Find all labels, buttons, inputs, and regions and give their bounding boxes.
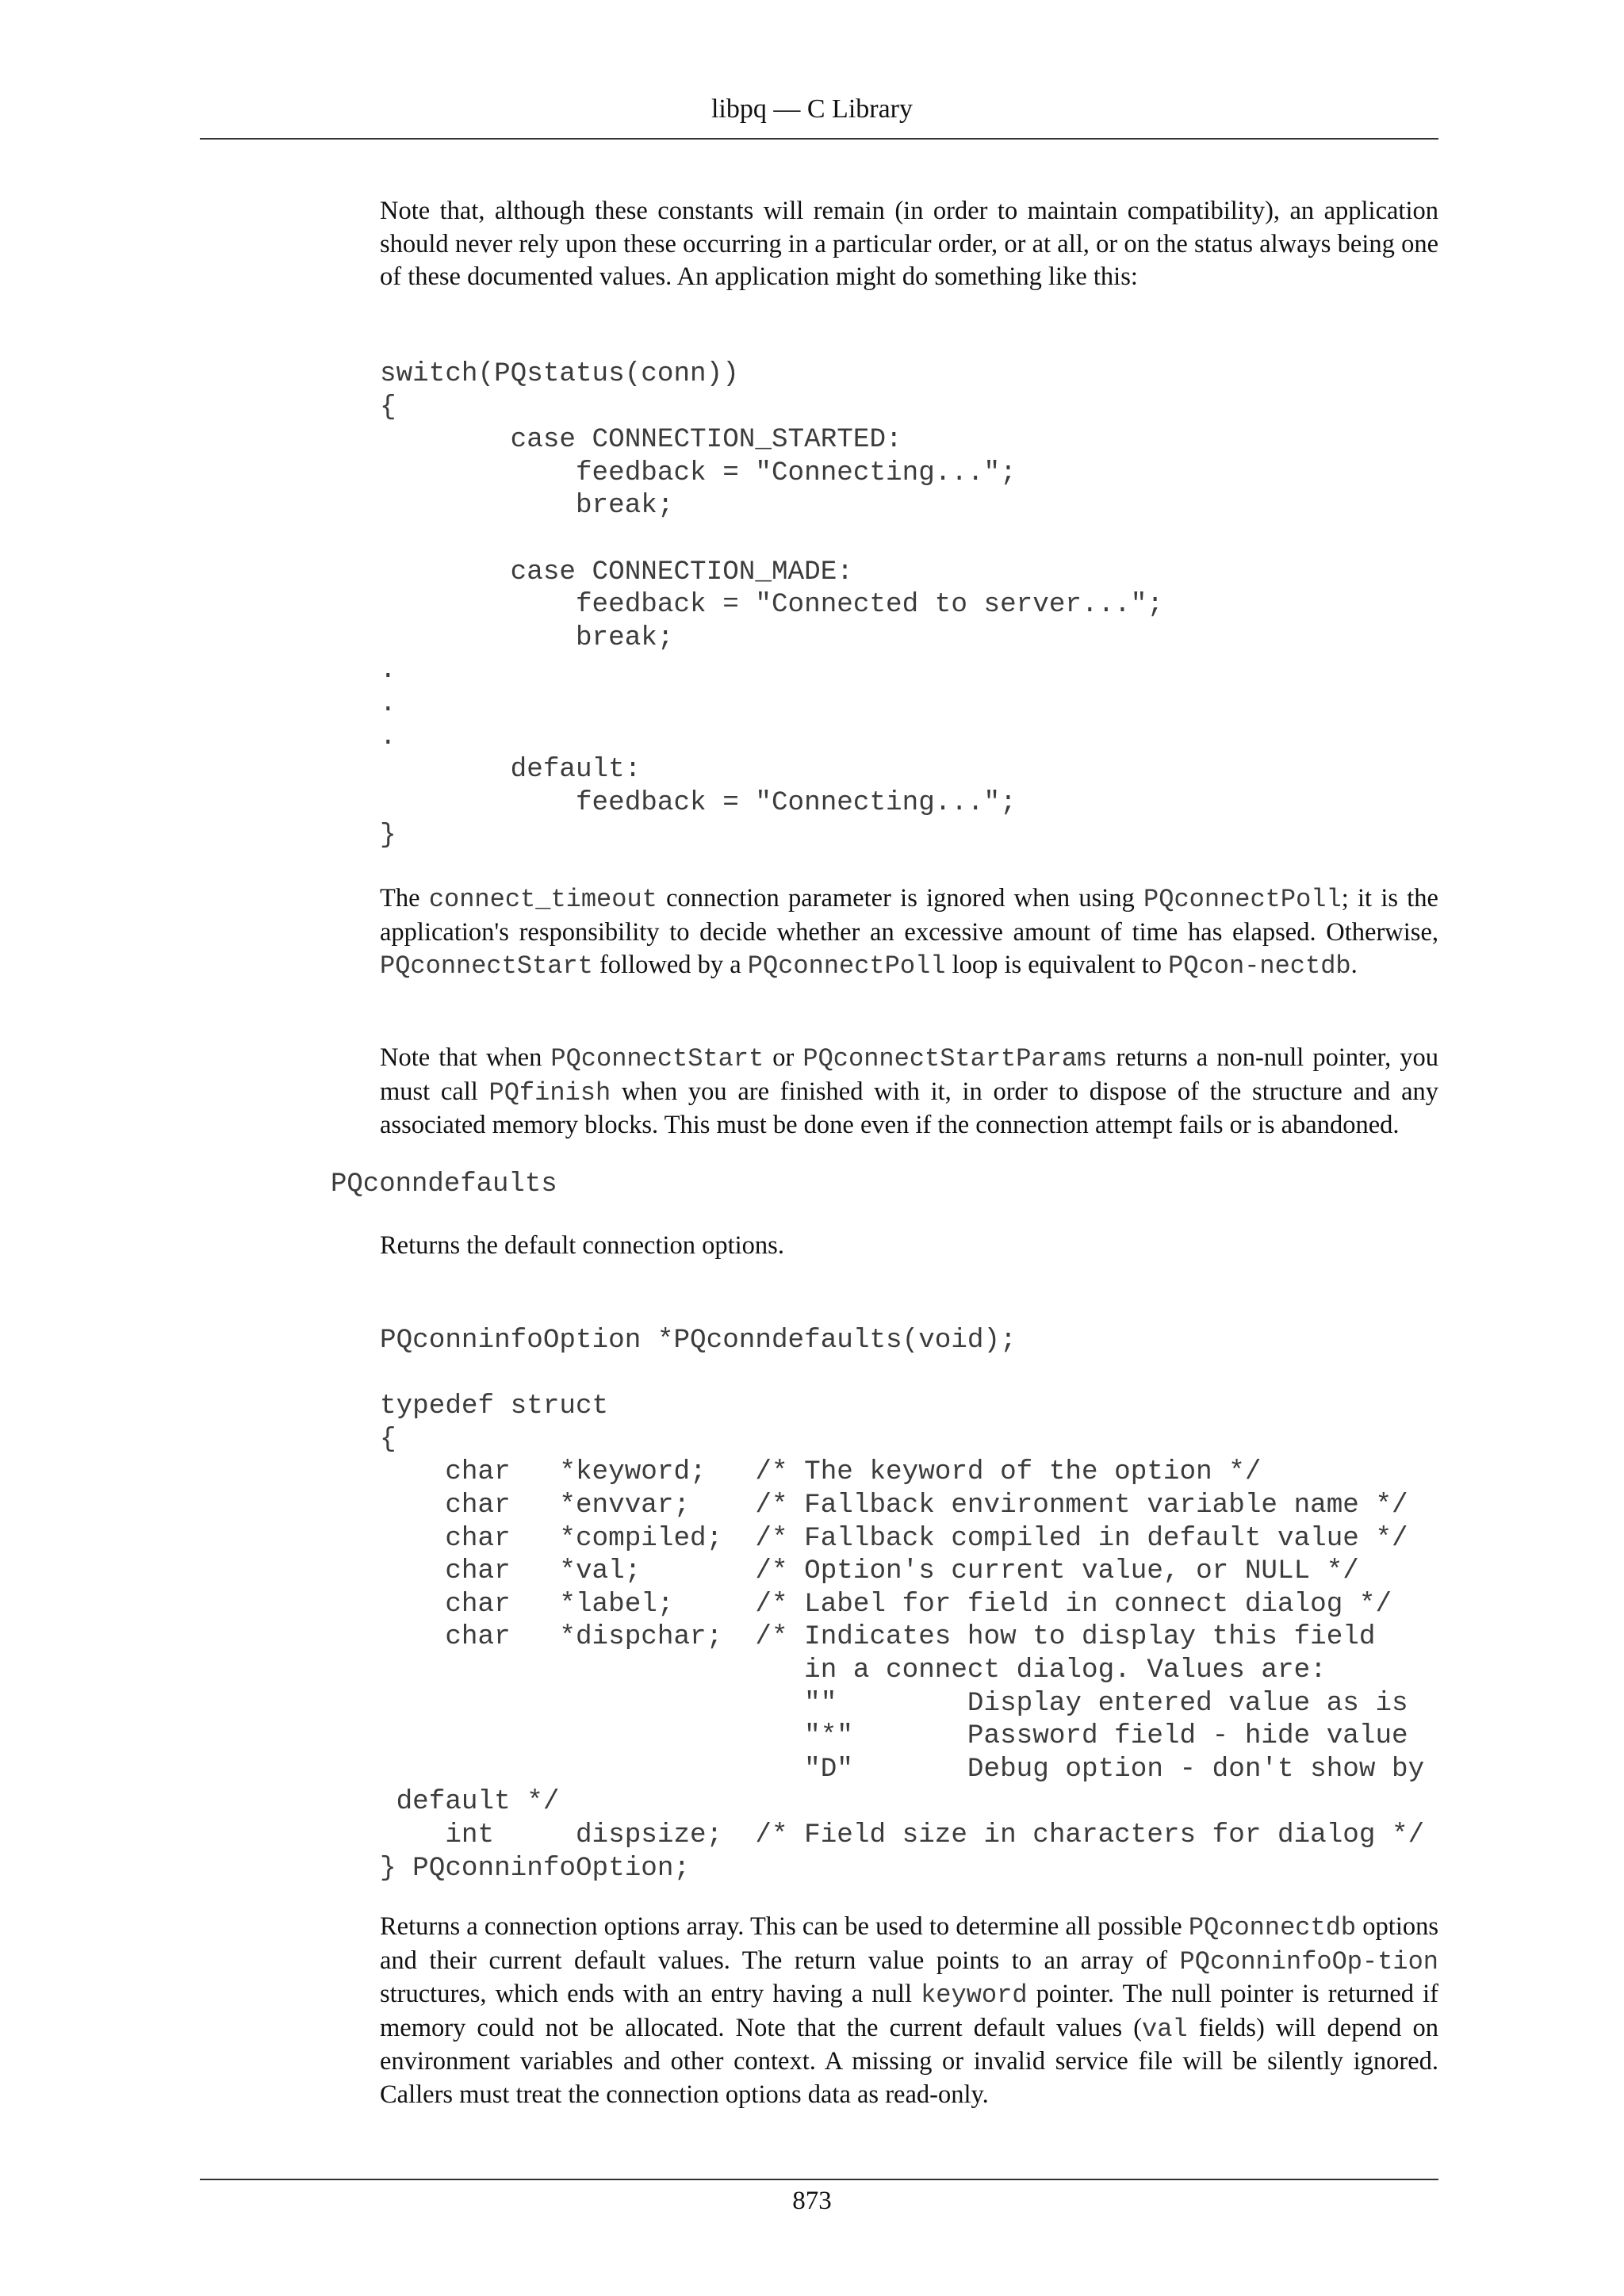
inline-code: PQconnectStart xyxy=(380,951,593,981)
text-span: loop is equivalent to xyxy=(945,951,1169,979)
inline-code: val xyxy=(1142,2014,1188,2044)
text-span: connection parameter is ignored when using xyxy=(657,884,1144,913)
footer-rule xyxy=(200,2179,1438,2180)
text-span: . xyxy=(1350,951,1358,979)
text-span: pointer. The null pointer is returned if memory could not be allocated. Note that the current default values ( xyxy=(380,1980,1438,2042)
function-name-heading: PQconndefaults xyxy=(331,1169,557,1200)
running-header: libpq — C Library xyxy=(710,94,914,124)
text-span: options and their current default values. The return value points to an array of xyxy=(380,1912,1438,1975)
text-span: The xyxy=(380,884,429,913)
struct-code-example: PQconninfoOption *PQconndefaults(void); typedef struct { char *keyword; /* The keyword of the option */ char *envvar; /* Fallback environment variable name */ char *compiled; /* Fallback compiled in default value */ char *val; /* Option's current value, or NULL */ char *label; /* Label for field in connect dialog */ char *dispchar; /* Indicates how to display this field in a connect dialog. Values are: "" Display entered value as is "*" Password field - hide value "D" Debug option - don't show by default */ int dispsize; /* Field size in characters for dialog */ } PQconninfoOption; xyxy=(380,1325,1425,1884)
text-span: when you are finished with it, in order to dispose of the structure and any associated memory blocks. This must be done even if the connection attempt fails or is abandoned. xyxy=(380,1077,1438,1139)
inline-code: PQconnectdb xyxy=(1188,1913,1357,1942)
inline-code: PQconnectPoll xyxy=(747,951,946,981)
inline-code: connect_timeout xyxy=(428,885,657,914)
text-span: ; it is the application's responsibility to decide whether an excessive amount of time has elapsed. Otherwise, xyxy=(380,884,1438,947)
timeout-paragraph xyxy=(380,882,1438,983)
text-span: Returns a connection options array. This can be used to determine all possible xyxy=(380,1912,1189,1941)
inline-code: PQconnectPoll xyxy=(1143,885,1342,914)
header-rule xyxy=(200,138,1438,140)
text-span: returns a non-null pointer, you must call xyxy=(380,1043,1439,1106)
text-span: or xyxy=(764,1043,803,1072)
switch-code-example: switch(PQstatus(conn)) { case CONNECTION_STARTED: feedback = "Connecting..."; break; case CONNECTION_MADE: feedback = "Connected to server..."; break; . . . default: feedback = "Connecting..."; } xyxy=(380,358,1163,851)
text-span: followed by a xyxy=(592,951,748,979)
inline-code: keyword xyxy=(921,1980,1028,2010)
inline-code: PQcon-nectdb xyxy=(1168,951,1351,981)
returns-paragraph xyxy=(380,1911,1438,2111)
inline-code: PQconninfoOp-tion xyxy=(1179,1946,1438,1976)
text-span: structures, which ends with an entry having a null xyxy=(380,1980,921,2008)
intro-note-paragraph: Note that, although these constants will remain (in order to maintain compatibility), an application should never rely upon these occurring in a particular order, or at all, or on the status always being one of these documented values. An application might do something like this: xyxy=(380,197,1438,291)
finish-paragraph xyxy=(380,1042,1438,1142)
inline-code: PQfinish xyxy=(488,1077,611,1108)
page-number: 873 xyxy=(792,2187,832,2215)
text-span: Note that when xyxy=(380,1043,551,1072)
inline-code: PQconnectStartParams xyxy=(802,1044,1108,1073)
text-span: fields) will depend on environment variables and other context. A missing or invalid service file will be silently ignored. Callers must treat the connection options data as read-only. xyxy=(380,2013,1439,2109)
function-summary: Returns the default connection options. xyxy=(380,1231,784,1260)
inline-code: PQconnectStart xyxy=(550,1044,764,1073)
